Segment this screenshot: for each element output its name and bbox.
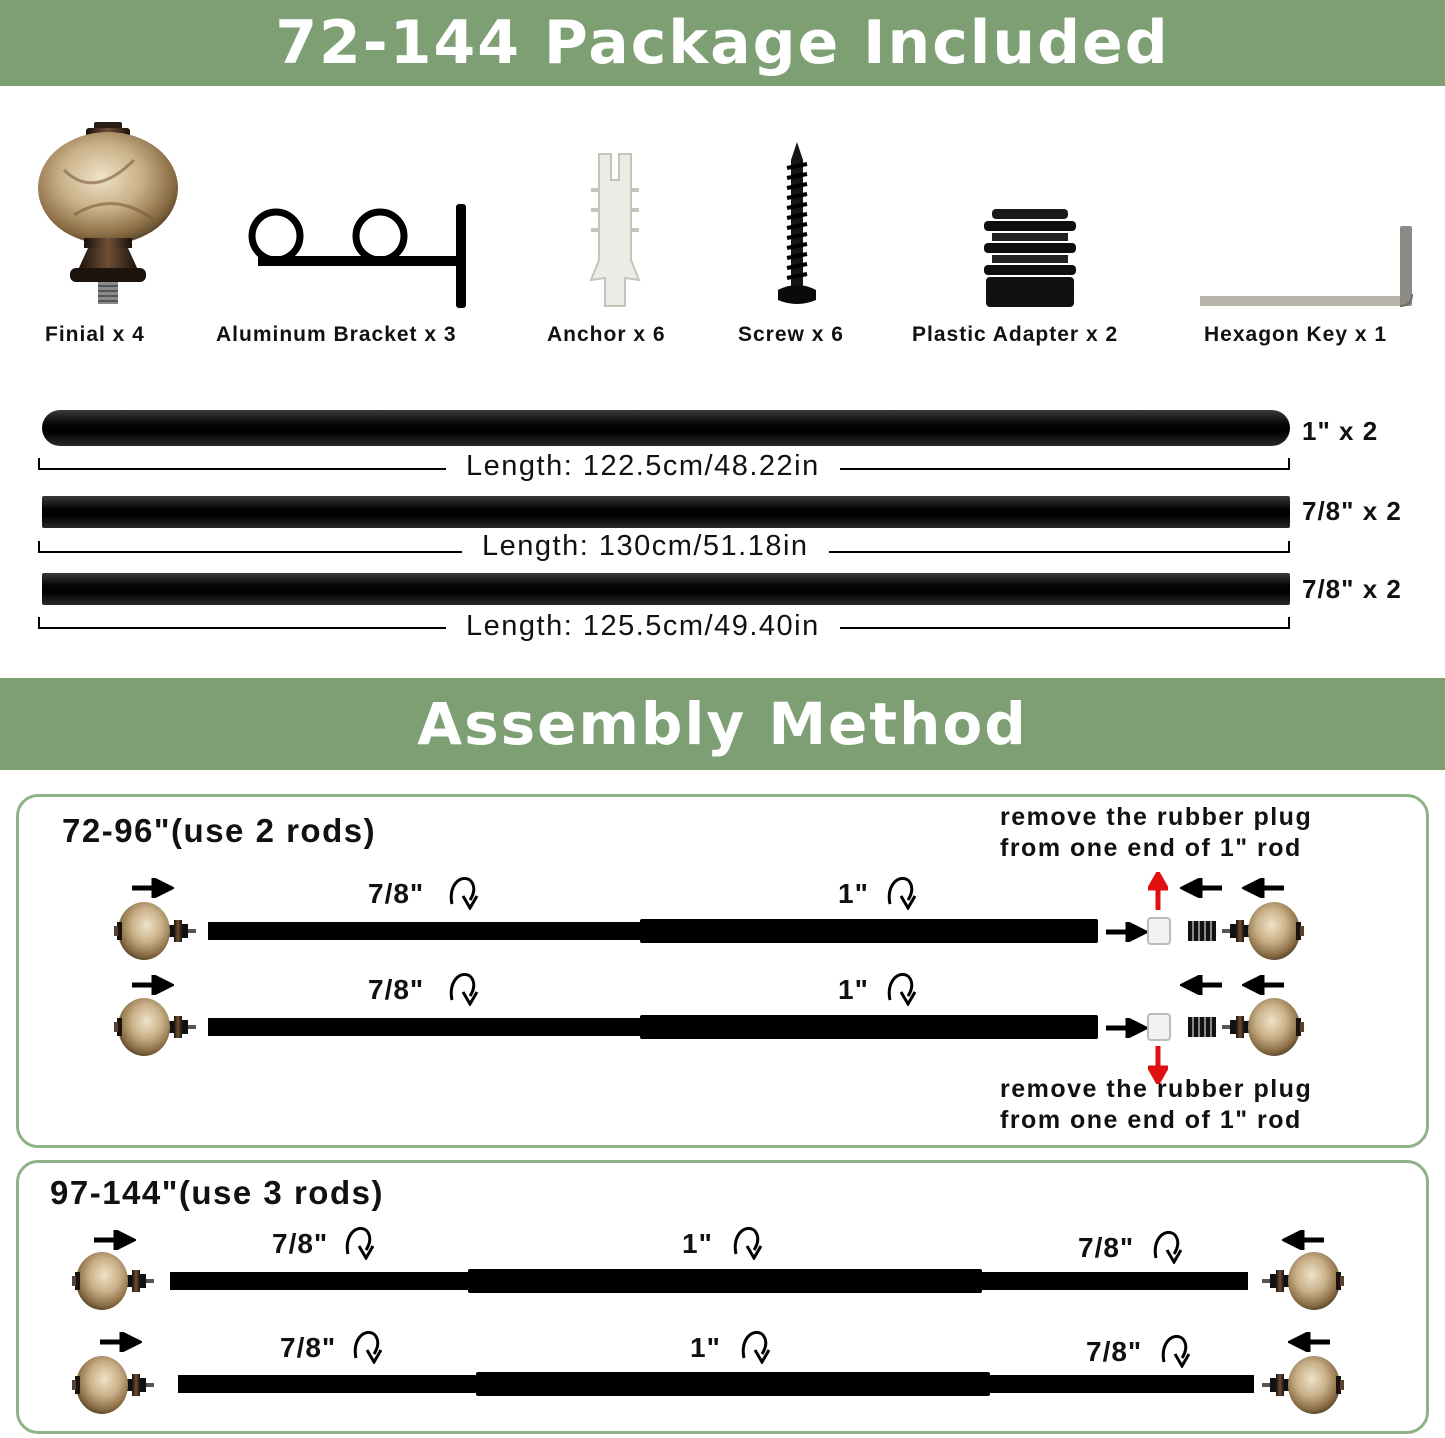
red-arrow-up-icon bbox=[1148, 872, 1168, 912]
adapter-label: Plastic Adapter x 2 bbox=[912, 323, 1119, 346]
twist-arrow-icon bbox=[730, 1222, 764, 1260]
rod-length-label: Length: 122.5cm/48.22in bbox=[446, 450, 840, 483]
finial-icon bbox=[1262, 1354, 1344, 1416]
rod-7-8-inch-short bbox=[42, 573, 1290, 605]
finial-icon bbox=[114, 900, 196, 962]
assembly-title: Assembly Method bbox=[417, 690, 1028, 758]
rod-length-label: Length: 125.5cm/49.40in bbox=[446, 610, 840, 643]
rod-1-inch bbox=[42, 410, 1290, 446]
segment-label: 7/8" bbox=[280, 1332, 337, 1363]
arrow-right-icon bbox=[92, 1230, 136, 1250]
assembly-banner bbox=[0, 678, 1445, 770]
anchor-icon bbox=[585, 150, 645, 310]
finial-icon bbox=[72, 1250, 154, 1312]
rod-size-label: 7/8" x 2 bbox=[1302, 496, 1402, 526]
arrow-right-icon bbox=[1104, 1018, 1148, 1038]
bracket-label: Aluminum Bracket x 3 bbox=[216, 323, 457, 346]
screw-label: Screw x 6 bbox=[738, 323, 844, 346]
anchor-label: Anchor x 6 bbox=[547, 323, 666, 346]
arrow-right-icon bbox=[130, 878, 174, 898]
arrow-left-icon bbox=[1180, 878, 1224, 898]
rod-size-label: 7/8" x 2 bbox=[1302, 574, 1402, 604]
finial-icon bbox=[72, 1354, 154, 1416]
rod-7-8-inch-long bbox=[42, 496, 1290, 528]
adapter-icon bbox=[980, 205, 1080, 309]
hex-key-label: Hexagon Key x 1 bbox=[1204, 323, 1388, 346]
rubber-plug-note-bottom: remove the rubber plug from one end of 1" rod bbox=[1000, 1075, 1313, 1134]
arrow-right-icon bbox=[130, 975, 174, 995]
arrow-left-icon bbox=[1288, 1332, 1332, 1352]
screw-icon bbox=[772, 140, 822, 310]
package-title: 72-144 Package Included bbox=[275, 8, 1170, 78]
hex-key-icon bbox=[1196, 222, 1420, 310]
arrow-right-icon bbox=[1104, 922, 1148, 942]
finial-icon bbox=[1222, 900, 1304, 962]
twist-arrow-icon bbox=[884, 968, 918, 1006]
rod-size-label: 1" x 2 bbox=[1302, 416, 1379, 446]
rubber-plug-icon bbox=[1146, 1012, 1172, 1042]
rod-length-label: Length: 130cm/51.18in bbox=[462, 530, 829, 563]
rod-segment-7-8 bbox=[988, 1375, 1254, 1393]
package-banner bbox=[0, 0, 1445, 86]
finial-icon bbox=[1262, 1250, 1344, 1312]
rod-segment-1 bbox=[468, 1269, 982, 1293]
segment-label: 1" bbox=[838, 878, 869, 909]
segment-label: 7/8" bbox=[368, 974, 425, 1005]
finial-label: Finial x 4 bbox=[45, 323, 145, 346]
two-rods-title: 72-96"(use 2 rods) bbox=[62, 812, 377, 849]
plastic-adapter-icon bbox=[1188, 918, 1216, 944]
arrow-left-icon bbox=[1242, 878, 1286, 898]
finial-icon bbox=[114, 996, 196, 1058]
three-rods-title: 97-144"(use 3 rods) bbox=[50, 1174, 384, 1211]
segment-label: 1" bbox=[682, 1228, 713, 1259]
rod-segment-7-8 bbox=[208, 922, 642, 940]
arrow-left-icon bbox=[1180, 975, 1224, 995]
twist-arrow-icon bbox=[884, 872, 918, 910]
rod-segment-1 bbox=[476, 1372, 990, 1396]
segment-label: 1" bbox=[838, 974, 869, 1005]
bracket-icon bbox=[248, 200, 470, 310]
segment-label: 1" bbox=[690, 1332, 721, 1363]
rubber-plug-icon bbox=[1146, 916, 1172, 946]
segment-label: 7/8" bbox=[368, 878, 425, 909]
twist-arrow-icon bbox=[1150, 1226, 1184, 1264]
twist-arrow-icon bbox=[446, 872, 480, 910]
twist-arrow-icon bbox=[1158, 1330, 1192, 1368]
arrow-left-icon bbox=[1282, 1230, 1326, 1250]
rod-segment-7-8 bbox=[178, 1375, 478, 1393]
rod-segment-7-8 bbox=[170, 1272, 470, 1290]
twist-arrow-icon bbox=[446, 968, 480, 1006]
rod-segment-1 bbox=[640, 1015, 1098, 1039]
segment-label: 7/8" bbox=[1078, 1232, 1135, 1263]
plastic-adapter-icon bbox=[1188, 1014, 1216, 1040]
arrow-left-icon bbox=[1242, 975, 1286, 995]
finial-icon bbox=[34, 120, 182, 308]
rubber-plug-note-top: remove the rubber plug from one end of 1" rod bbox=[1000, 803, 1313, 862]
segment-label: 7/8" bbox=[1086, 1336, 1143, 1367]
rod-segment-7-8 bbox=[980, 1272, 1248, 1290]
rod-segment-1 bbox=[640, 919, 1098, 943]
segment-label: 7/8" bbox=[272, 1228, 329, 1259]
finial-icon bbox=[1222, 996, 1304, 1058]
rod-segment-7-8 bbox=[208, 1018, 642, 1036]
twist-arrow-icon bbox=[738, 1326, 772, 1364]
twist-arrow-icon bbox=[350, 1326, 384, 1364]
twist-arrow-icon bbox=[342, 1222, 376, 1260]
arrow-right-icon bbox=[98, 1332, 142, 1352]
